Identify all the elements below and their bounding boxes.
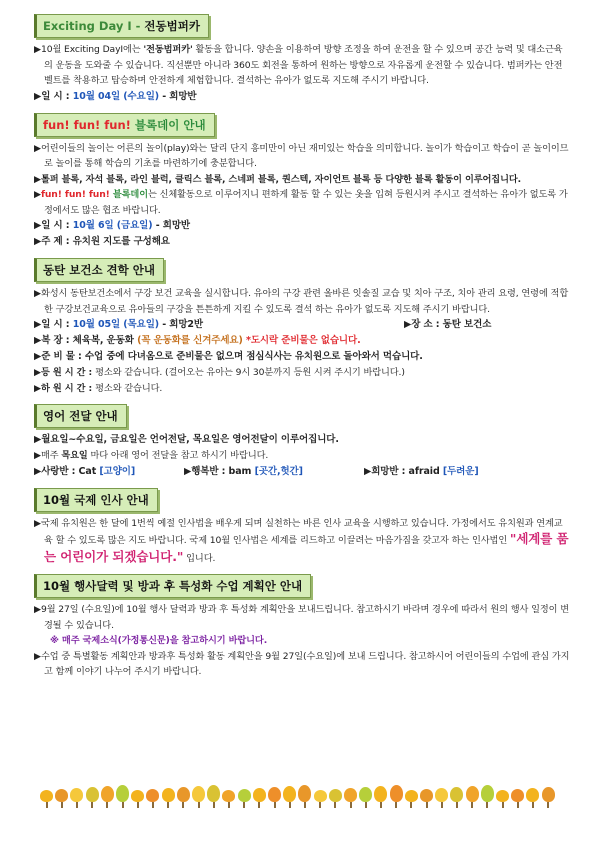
tree-icon	[222, 790, 235, 808]
tree-icon	[207, 785, 220, 808]
paragraph: ▶9월 27일 (수요일)에 10월 행사 달력과 방과 후 특성화 계획안을 보내드립니다. 참고하시기 바라며 경우에 따라서 원의 행사 일정이 변경될 수 있습니다.	[34, 604, 570, 631]
place-line: ▶장 소 : 동탄 보건소	[404, 319, 492, 330]
tree-icon	[314, 790, 327, 808]
tree-icon	[420, 789, 433, 808]
paragraph: ▶월요일~수요일, 금요일은 언어전달, 목요일은 영어전달이 이루어집니다.	[34, 434, 339, 445]
tree-icon	[268, 787, 281, 808]
date-line: ▶일 시 : 10월 6일 (금요일) - 희망반	[34, 220, 191, 231]
tree-icon	[86, 787, 99, 808]
tree-icon	[359, 787, 372, 808]
section-bumper-car	[34, 8, 570, 105]
paragraph: ▶톨퍼 블록, 자석 블록, 라인 블럭, 클릭스 블록, 스네퍼 블록, 퀀스텍, 자이언트 블록 등 다양한 블록 활동이 이루어집니다.	[34, 173, 522, 185]
go-time-line: ▶하 원 시 간 : 평소와 같습니다.	[34, 382, 163, 394]
section-health-center	[34, 252, 570, 396]
tree-icon	[101, 786, 114, 808]
date-line: ▶일 시 : 10월 05일 (목요일) - 희망2반	[34, 319, 204, 330]
tree-icon	[466, 786, 479, 808]
tree-icon	[253, 788, 266, 808]
paragraph: ▶10월 Exciting DayⅠ에는 '전동범퍼카' 활동을 합니다. 양손을 이용하여 방향 조정을 하여 운전을 할 수 있으며 공간 능력 및 대소근육의 운동을 도와줄 수 있습니다. 직선뿐만 아니라 360도 회전을 통하여 원하는 방향으로 자유롭게 운전할 수 있습니다. 범퍼카는 안전벨트를 착용하고 탑승하며 안전하게 체험합니다. 결석하는 유아가 없도록 지도해 주시기 바랍니다.	[34, 44, 563, 86]
section-header: Exciting Day Ⅰ - 전동범퍼카	[34, 14, 209, 38]
tree-icon	[283, 786, 296, 808]
tree-icon	[374, 786, 387, 808]
tree-icon	[238, 789, 251, 808]
note-line: ※ 매주 국제소식(가정통신문)을 참고하시기 바랍니다.	[50, 635, 268, 646]
tree-icon	[450, 787, 463, 808]
class-word: ▶행복반 : bam [곳간,헛간]	[184, 465, 303, 477]
tree-icon	[329, 789, 342, 808]
paragraph: ▶수업 중 특별활동 계획안과 방과후 특성화 활동 계획안을 9월 27일(수요일)에 보내 드립니다. 참고하시어 어린이들의 수업에 관심 가지고 함께 이야기 나누어 주시기 바랍니다.	[34, 650, 570, 677]
section-header: 동탄 보건소 견학 안내	[34, 258, 164, 282]
paragraph: ▶국제 유치원은 한 달에 1번씩 예절 인사법을 배우게 되며 실천하는 바른 인사 교육을 시행하고 있습니다. 가정에서도 유치원과 연계교육 할 수 있도록 많은 지도 바랍니다. 국제 10월 인사법은 세계를 리드하고 이끌려는 마음가짐을 갖고자 하는 인사법인 "세계를 품는 어린이가 되겠습니다." 입니다.	[34, 517, 569, 564]
tree-icon	[496, 790, 509, 808]
tree-icon	[526, 788, 539, 808]
section-greeting	[34, 482, 570, 567]
tree-icon	[435, 788, 448, 808]
section-calendar	[34, 568, 570, 680]
section-header: 10월 국제 인사 안내	[34, 488, 158, 512]
section-block-day	[34, 107, 570, 251]
paragraph: ▶매주 목요일 마다 아래 영어 전달을 참고 하시기 바랍니다.	[34, 450, 269, 461]
tree-icon	[542, 787, 555, 808]
section-header: fun! fun! fun! 블록데이 안내	[34, 113, 215, 137]
paragraph: ▶어린이들의 놀이는 어른의 놀이(play)와는 달리 단지 흥미만이 아닌 재미있는 학습을 의미합니다. 놀이가 학습이고 학습이 곧 놀이이므로 놀이를 통해 학습의 기초를 마련하기에 충분합니다.	[34, 142, 569, 169]
class-words-row	[34, 464, 570, 480]
section-header: 10월 행사달력 및 방과 후 특성화 수업 계획안 안내	[34, 574, 311, 598]
tree-icon	[192, 786, 205, 808]
tree-icon	[70, 788, 83, 808]
tree-icon	[162, 788, 175, 808]
tree-icon	[390, 785, 403, 808]
tree-icon	[55, 789, 68, 808]
tree-icon	[177, 787, 190, 808]
paragraph: ▶fun! fun! fun! 블록데이는 신체활동으로 이루어지니 편하게 활동 할 수 있는 옷을 입혀 등원시켜 주시고 결석하는 유아가 없도록 가정에서도 많은 협조 바랍니다.	[34, 189, 568, 216]
date-line: ▶일 시 : 10월 04일 (수요일) - 희망반	[34, 90, 197, 102]
wear-line: ▶복 장 : 체육복, 운동화 (꼭 운동화를 신겨주세요) *도시락 준비물은 없습니다.	[34, 335, 361, 346]
tree-icon	[511, 789, 524, 808]
tree-icon	[146, 789, 159, 808]
paragraph: ▶화성시 동탄보건소에서 구강 보건 교육을 실시합니다. 유아의 구강 관련 올바른 잇솔질 교습 및 치아 구조, 치아 관리 요령, 연령에 적합한 구강보건교육으로 유아들의 구강을 튼튼하게 지킬 수 있도록 결석 하는 유아가 없도록 지도해 주시기 바랍니다.	[34, 288, 569, 315]
tree-icon	[116, 785, 129, 808]
tree-icon	[344, 788, 357, 808]
tree-icon	[40, 790, 53, 808]
tree-icon	[481, 785, 494, 808]
tree-icon	[405, 790, 418, 808]
come-time-line: ▶등 원 시 간 : 평소와 같습니다. (걸어오는 유아는 9시 30분까지 등원 시켜 주시기 바랍니다.)	[34, 367, 405, 378]
autumn-trees-decoration	[40, 778, 560, 808]
newsletter-page	[34, 8, 570, 682]
section-english	[34, 398, 570, 480]
class-word: ▶희망반 : afraid [두려운]	[364, 465, 479, 477]
section-header: 영어 전달 안내	[34, 404, 127, 428]
topic-line: ▶주 제 : 유치원 지도를 구성해요	[34, 236, 170, 247]
tree-icon	[131, 790, 144, 808]
prep-line: ▶준 비 물 : 수업 중에 다녀옴으로 준비물은 없으며 점심식사는 유치원으로 돌아와서 먹습니다.	[34, 351, 423, 362]
date-place-row	[34, 317, 570, 333]
class-word: ▶사랑반 : Cat [고양이]	[34, 465, 136, 477]
tree-icon	[298, 785, 311, 808]
